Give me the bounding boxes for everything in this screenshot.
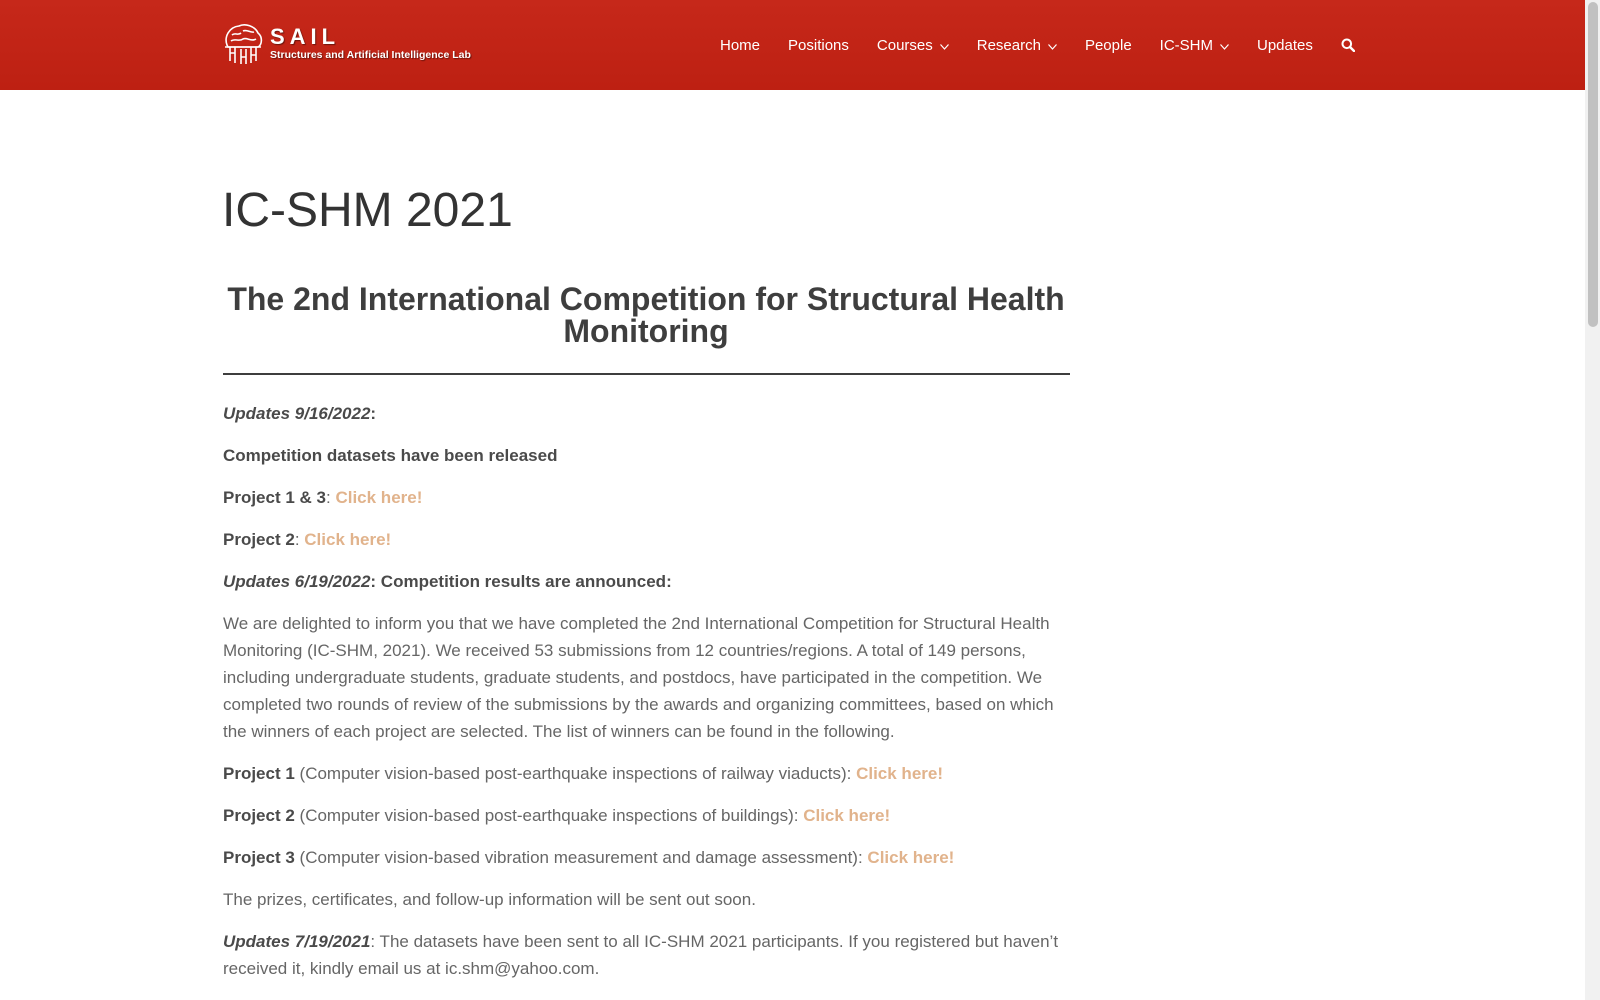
project-label: Project 1 & 3	[223, 488, 326, 507]
winners-link-row	[223, 802, 1073, 829]
nav-research-label: Research	[976, 36, 1041, 54]
brain-logo-icon	[223, 23, 263, 65]
prizes-note: The prizes, certificates, and follow-up information will be sent out soon.	[223, 890, 756, 909]
update-notice	[223, 928, 1073, 982]
update-text: : The datasets have been sent to all IC-SHM 2021 participants. If you registered but haven’t received it, kindly email us at ic.shm@yahoo.com.	[223, 932, 1059, 978]
update-notice	[223, 400, 1073, 427]
update-date: Updates 6/19/2022	[223, 572, 371, 591]
chevron-down-icon	[940, 37, 949, 54]
page-scrollbar[interactable]	[1585, 0, 1600, 1000]
chevron-down-icon	[1048, 37, 1057, 54]
nav-positions-label: Positions	[788, 36, 849, 54]
nav-courses[interactable]	[877, 37, 949, 54]
update-notice	[223, 568, 1073, 595]
project-description: (Computer vision-based post-earthquake inspections of railway viaducts):	[294, 764, 857, 783]
datasets-note	[223, 442, 1073, 469]
winners-link-row	[223, 760, 1073, 787]
nav-updates-label: Updates	[1257, 36, 1313, 54]
nav-research[interactable]	[977, 37, 1057, 54]
project-1-3-dataset-link[interactable]: Click here!	[335, 488, 423, 507]
project-1-winners-link[interactable]: Click here!	[856, 764, 944, 783]
results-paragraph: We are delighted to inform you that we have completed the 2nd International Competition for Structural Health Monitoring (IC-SHM, 2021). We received 53 submissions from 12 countries/regions. A total of 149 persons, including undergraduate students, graduate students, and postdocs, have participated in the competition. We completed two rounds of review of the submissions by the awards and organizing committees, based on which the winners of each project are selected. The list of winners can be found in the following.	[223, 614, 1054, 741]
dataset-link-row: Project 2: Click here!	[223, 530, 392, 549]
main-nav	[720, 0, 1355, 90]
project-label: Project 2	[223, 530, 295, 549]
project-label: Project 3	[223, 848, 295, 867]
update-date: Updates 9/16/2022	[223, 404, 371, 423]
scrollbar-thumb[interactable]	[1588, 2, 1598, 327]
search-icon	[1341, 38, 1355, 52]
nav-positions[interactable]	[788, 37, 849, 54]
project-3-winners-link[interactable]: Click here!	[867, 848, 955, 867]
main-content	[223, 400, 1073, 997]
nav-home-label: Home	[720, 36, 761, 54]
project-description: (Computer vision-based post-earthquake inspections of buildings):	[294, 806, 804, 825]
site-logo[interactable]	[223, 23, 471, 65]
main-heading: The 2nd International Competition for Structural Health Monitoring	[227, 281, 1065, 349]
project-2-winners-link[interactable]: Click here!	[803, 806, 891, 825]
update-text: : Competition results are announced:	[370, 572, 672, 591]
nav-icshm[interactable]	[1160, 37, 1229, 54]
dataset-link-row: Project 1 & 3: Click here!	[223, 488, 423, 507]
nav-people[interactable]	[1085, 37, 1132, 54]
logo-subtitle: Structures and Artificial Intelligence Lab	[270, 49, 471, 61]
nav-courses-label: Courses	[876, 36, 933, 54]
project-label: Project 1	[223, 764, 295, 783]
site-header	[0, 0, 1585, 90]
project-description: (Computer vision-based vibration measurement and damage assessment):	[294, 848, 868, 867]
logo-title: SAIL	[270, 24, 341, 49]
project-2-dataset-link[interactable]: Click here!	[304, 530, 392, 549]
nav-updates[interactable]	[1257, 37, 1313, 54]
update-date: Updates 7/19/2021	[223, 932, 371, 951]
nav-people-label: People	[1084, 36, 1132, 54]
logo-text	[270, 26, 471, 62]
winners-link-row	[223, 844, 1073, 871]
chevron-down-icon	[1220, 37, 1229, 54]
search-button[interactable]	[1341, 38, 1355, 52]
datasets-released-text: Competition datasets have been released	[223, 446, 558, 465]
page-title: IC-SHM 2021	[222, 184, 513, 237]
project-label: Project 2	[223, 806, 295, 825]
heading-divider	[223, 373, 1070, 375]
nav-icshm-label: IC-SHM	[1159, 36, 1213, 54]
nav-home[interactable]	[720, 37, 760, 54]
update-colon: :	[370, 404, 377, 423]
